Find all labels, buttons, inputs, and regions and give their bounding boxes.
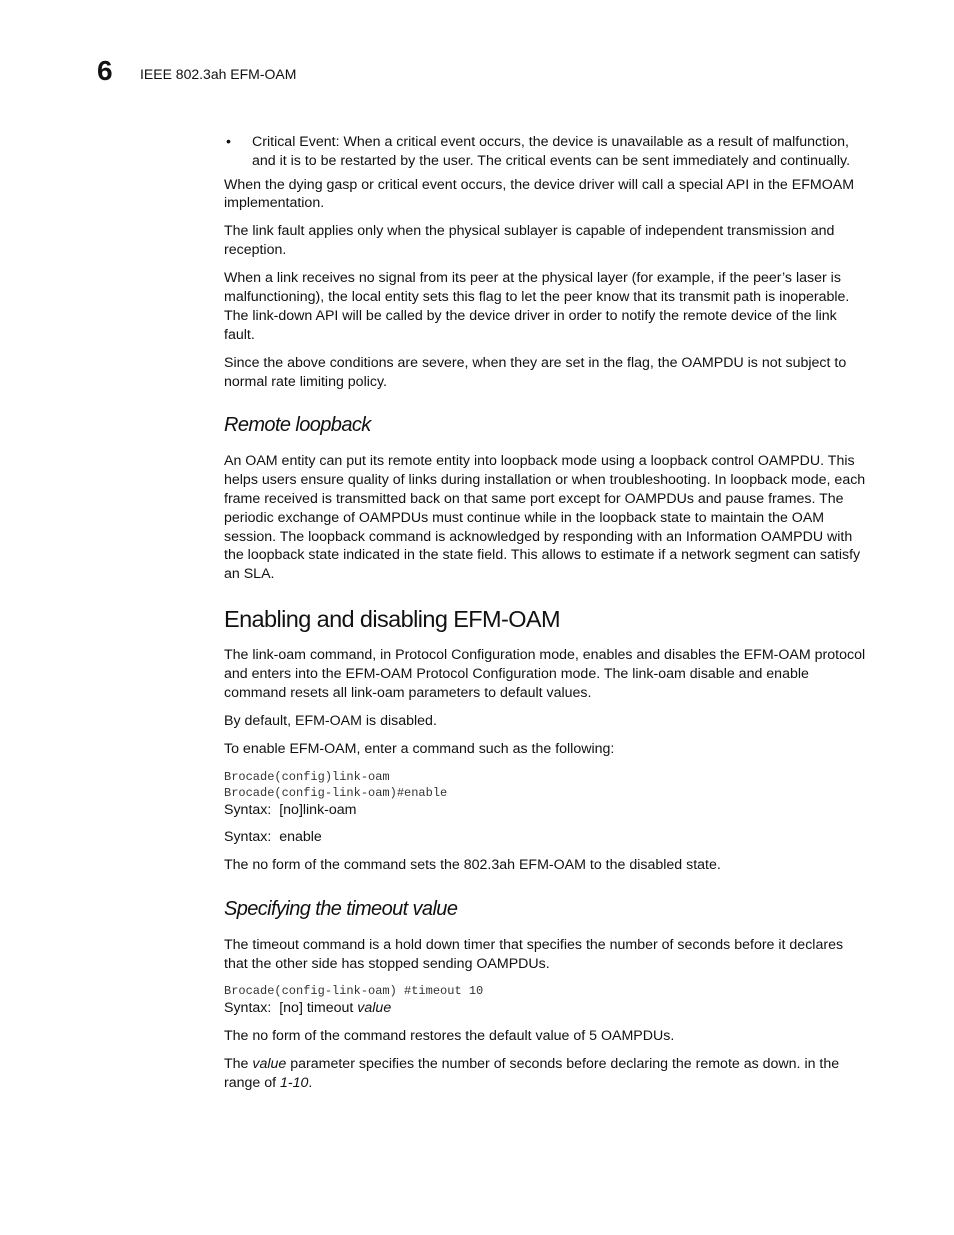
paragraph-link-fault: The link fault applies only when the physical sublayer is capable of independent transmission and reception.: [224, 223, 835, 259]
paragraph-no-form-disable: [224, 856, 870, 875]
heading-remote-loopback: Remote loopback: [224, 414, 371, 437]
syntax-command: [no]link-oam: [279, 801, 357, 818]
paragraph-link-oam-command: The link-oam command, in Protocol Configuration mode, enables and disables the EFM-OAM protocol and enters into the EFM-OAM Protocol Configuration mode. The link-oam disable and enable command resets all link-oam parameters to default values.: [224, 647, 866, 701]
code-block-enable: [224, 769, 870, 801]
syntax-param-value: value: [357, 999, 392, 1016]
paragraph-timeout-command: The timeout command is a hold down timer that specifies the number of seconds before it declares that the other side has stopped sending OAMPDUs.: [224, 937, 844, 972]
text-suffix: form of the command sets the 802.3ah EFM-OAM to the disabled state.: [268, 857, 721, 874]
param-range: 1-10: [280, 1074, 309, 1091]
syntax-label: Syntax:: [224, 801, 272, 818]
paragraph-no-signal: When a link receives no signal from its peer at the physical layer (for example, if the peer’s laser is malfunctioning), the local entity sets this flag to let the peer know that its transmit path is inoperable. The link-down API will be called by the device driver in order to notify the remote device of the link fault.: [224, 270, 850, 343]
paragraph-default-disabled: By default, EFM-OAM is disabled.: [224, 712, 437, 729]
page-content: [224, 133, 870, 1102]
param-value: value: [252, 1055, 287, 1072]
text-suffix: form of the command restores the default value of 5 OAMPDUs.: [268, 1027, 675, 1044]
syntax-command: [no] timeout: [279, 999, 358, 1016]
paragraph-severe-conditions: Since the above conditions are severe, when they are set in the flag, the OAMPDU is not subject to normal rate limiting policy.: [224, 354, 847, 390]
keyword-no: no: [252, 857, 269, 874]
syntax-label: Syntax:: [224, 999, 272, 1016]
syntax-link-oam: [224, 801, 870, 820]
paragraph-value-parameter: [224, 1055, 870, 1093]
chapter-number: 6: [97, 55, 113, 86]
heading-enabling-disabling: Enabling and disabling EFM-OAM: [224, 606, 560, 633]
bullet-dot-icon: •: [226, 134, 231, 150]
code-line-timeout: Brocade(config-link-oam) #timeout 10: [224, 983, 484, 998]
bullet-critical-event: [224, 133, 870, 171]
syntax-enable: [224, 828, 870, 847]
code-block-timeout: [224, 983, 870, 999]
bullet-text: Critical Event: When a critical event occurs, the device is unavailable as a result of malfunction, and it is to be restarted by the user. The critical events can be sent immediately and continually.: [252, 134, 851, 169]
chapter-title: IEEE 802.3ah EFM-OAM: [140, 66, 297, 82]
paragraph-enable-instruction: To enable EFM-OAM, enter a command such as the following:: [224, 740, 615, 757]
keyword-no: no: [252, 1027, 269, 1044]
heading-timeout-value: Specifying the timeout value: [224, 898, 458, 920]
code-line-2: Brocade(config-link-oam)#enable: [224, 785, 448, 800]
text-middle: parameter specifies the number of seconds before declaring the remote as down. in the range of: [224, 1055, 840, 1091]
code-line-1: Brocade(config)link-oam: [224, 769, 390, 784]
syntax-timeout: [224, 999, 870, 1018]
paragraph-dying-gasp: When the dying gasp or critical event occurs, the device driver will call a special API in the EFMOAM implementation.: [224, 176, 855, 212]
text-prefix: The: [224, 1027, 253, 1044]
text-prefix: The: [224, 857, 253, 874]
paragraph-no-form-restore: [224, 1027, 870, 1046]
paragraph-loopback: An OAM entity can put its remote entity into loopback mode using a loopback control OAMPDU. This helps users ensure quality of links during installation or when troubleshooting. In loopback mode, each frame received is transmitted back on that same port except for OAMPDUs and pause frames. The periodic exchange of OAMPDUs must continue while in the loopback state to maintain the OAM session. The loopback command is acknowledged by responding with an Information OAMPDU with the loopback state indicated in the state field. This allows to estimate if a network segment can satisfy an SLA.: [224, 453, 866, 583]
syntax-command: enable: [279, 829, 322, 846]
syntax-label: Syntax:: [224, 829, 272, 846]
text-end: .: [308, 1074, 313, 1091]
text-prefix: The: [224, 1055, 253, 1072]
